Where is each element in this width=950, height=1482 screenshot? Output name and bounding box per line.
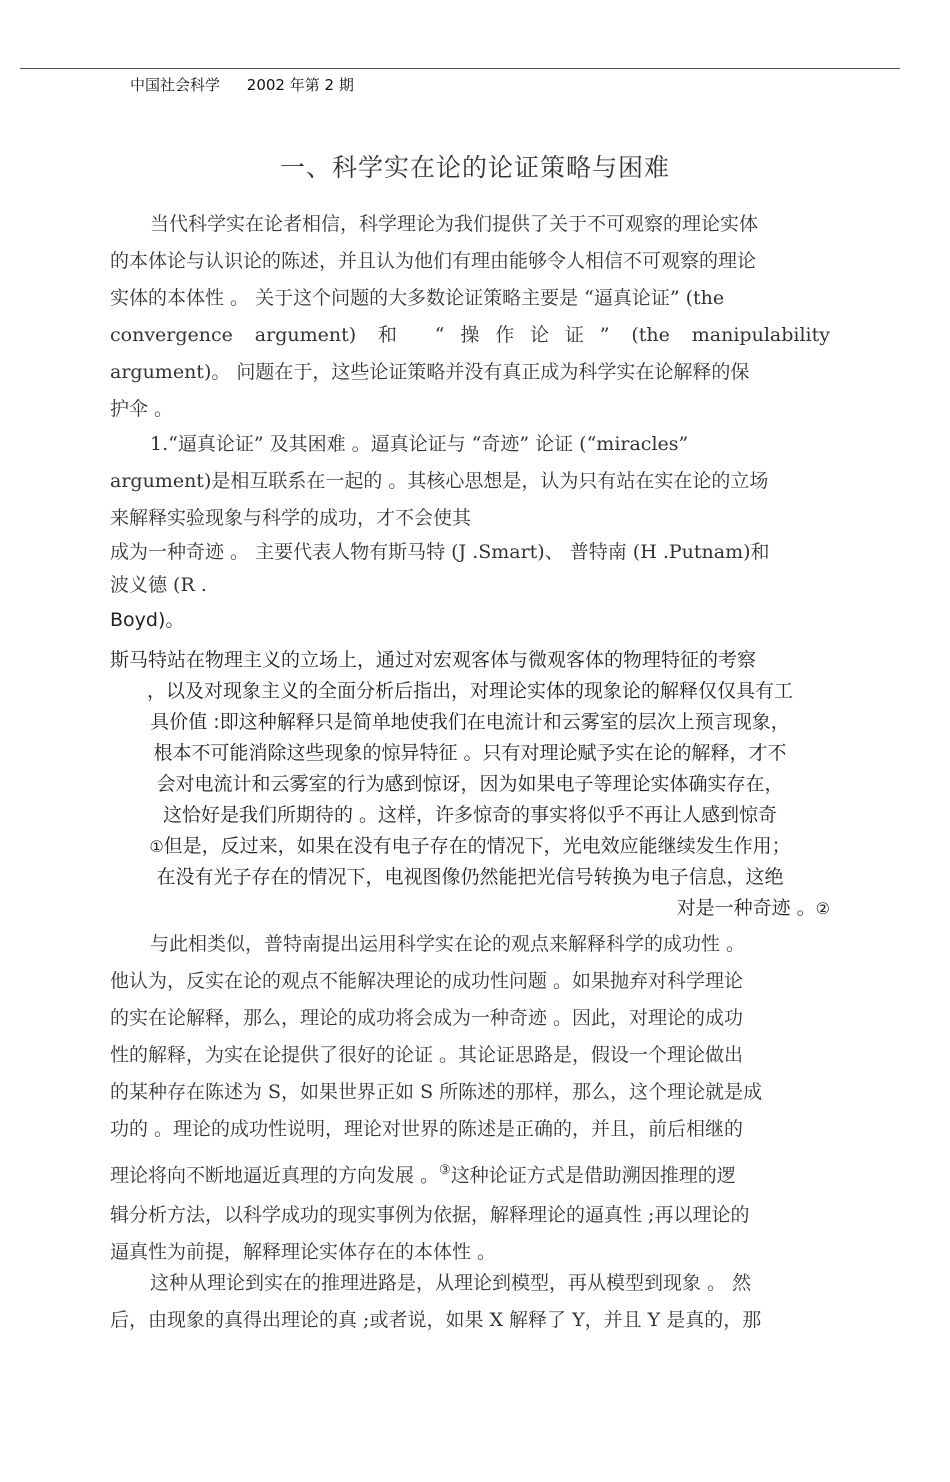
text-line: 这种从理论到实在的推理进路是，从理论到模型，再从模型到现象 。 然 <box>150 1272 752 1294</box>
text-line: 护伞 。 <box>110 398 174 420</box>
text-line: argument)是相互联系在一起的 。其核心思想是，认为只有站在实在论的立场 <box>110 470 769 492</box>
text-line: 的本体论与认识论的陈述，并且认为他们有理由能够令人相信不可观察的理论 <box>110 250 757 272</box>
text-line: Boyd)。 <box>110 609 185 631</box>
text-line: argument)。 问题在于，这些论证策略并没有真正成为科学实在论解释的保 <box>110 361 750 383</box>
quote-line: 斯马特站在物理主义的立场上，通过对宏观客体与微观客体的物理特征的考察 <box>110 649 757 671</box>
text-line: 来解释实验现象与科学的成功，才不会使其 <box>110 507 472 529</box>
paragraph-2-end <box>110 602 830 639</box>
text-line: 1.“逼真论证” 及其困难 。逼真论证与 “奇迹” 论证 (“miracles” <box>150 433 689 455</box>
issue-label: 2002 年第 2 期 <box>246 76 354 94</box>
text-line: 的某种存在陈述为 S，如果世界正如 S 所陈述的那样，那么，这个理论就是成 <box>110 1081 763 1103</box>
text-line: convergence argument) 和 “操作论证” (the manipulability <box>110 324 830 346</box>
paragraph-2 <box>110 426 830 537</box>
text-run: 这种论证方式是借助溯因推理的逻 <box>450 1164 736 1187</box>
section-title: 一、科学实在论的论证策略与困难 <box>279 153 670 182</box>
text-line: 他认为，反实在论的观点不能解决理论的成功性问题 。如果抛弃对科学理论 <box>110 970 744 992</box>
footnote-marker[interactable]: ① <box>149 837 164 856</box>
quote-line: 根本不可能消除这些现象的惊异特征 。只有对理论赋予实在论的解释，才不 <box>153 742 787 764</box>
quote-line: 会对电流计和云雾室的行为感到惊讶，因为如果电子等理论实体确实存在， <box>156 773 784 795</box>
paragraph-2-cont <box>110 536 830 602</box>
block-quote <box>110 645 830 924</box>
quote-line: 但是，反过来，如果在没有电子存在的情况下，光电效应能继续发生作用； <box>163 835 791 857</box>
text-run: 理论将向不断地逼近真理的方向发展 。 <box>110 1164 440 1187</box>
text-line: 与此相类似，普特南提出运用科学实在论的观点来解释科学的成功性 。 <box>150 933 746 955</box>
footnote-marker[interactable]: ③ <box>439 1163 451 1178</box>
quote-line: 具价值 :即这种解释只是简单地使我们在电流计和云雾室的层次上预言现象， <box>150 711 790 733</box>
running-header <box>130 74 354 95</box>
quote-line: ，以及对现象主义的全面分析后指出，对理论实体的现象论的解释仅仅具有工 <box>146 680 793 702</box>
journal-name: 中国社会科学 <box>130 76 221 94</box>
paragraph-3 <box>110 926 830 1148</box>
footnote-marker[interactable]: ② <box>815 899 830 918</box>
text-line: 功的 。理论的成功性说明，理论对世界的陈述是正确的，并且，前后相继的 <box>110 1118 744 1140</box>
quote-line: 这恰好是我们所期待的 。这样，许多惊奇的事实将似乎不再让人感到惊奇 <box>162 804 778 826</box>
paragraph-1 <box>110 206 830 428</box>
text-line: 当代科学实在论者相信，科学理论为我们提供了关于不可观察的理论实体 <box>150 213 759 235</box>
quote-line: 在没有光子存在的情况下，电视图像仍然能把光信号转换为电子信息，这绝 <box>156 866 784 888</box>
paragraph-4 <box>110 1265 830 1339</box>
text-line: 逼真性为前提，解释理论实体存在的本体性 。 <box>110 1241 497 1264</box>
header-rule <box>20 68 900 69</box>
text-line: 辑分析方法，以科学成功的现实事例为依据，解释理论的逼真性 ;再以理论的 <box>110 1204 750 1227</box>
text-line: 波义德 (R . <box>110 574 207 596</box>
quote-line: 对是一种奇迹 。 <box>676 897 816 919</box>
paragraph-3-cont <box>110 1152 830 1271</box>
text-line: 性的解释，为实在论提供了很好的论证 。其论证思路是，假设一个理论做出 <box>110 1044 744 1066</box>
text-line: 的实在论解释，那么，理论的成功将会成为一种奇迹 。因此，对理论的成功 <box>110 1007 744 1029</box>
text-line: 后，由现象的真得出理论的真 ;或者说，如果 X 解释了 Y，并且 Y 是真的，那 <box>110 1309 762 1331</box>
text-line: 成为一种奇迹 。 主要代表人物有斯马特 (J .Smart)、 普特南 (H .Putnam)和 <box>110 541 770 563</box>
text-line: 实体的本体性 。 关于这个问题的大多数论证策略主要是 “逼真论证” (the <box>110 287 725 309</box>
